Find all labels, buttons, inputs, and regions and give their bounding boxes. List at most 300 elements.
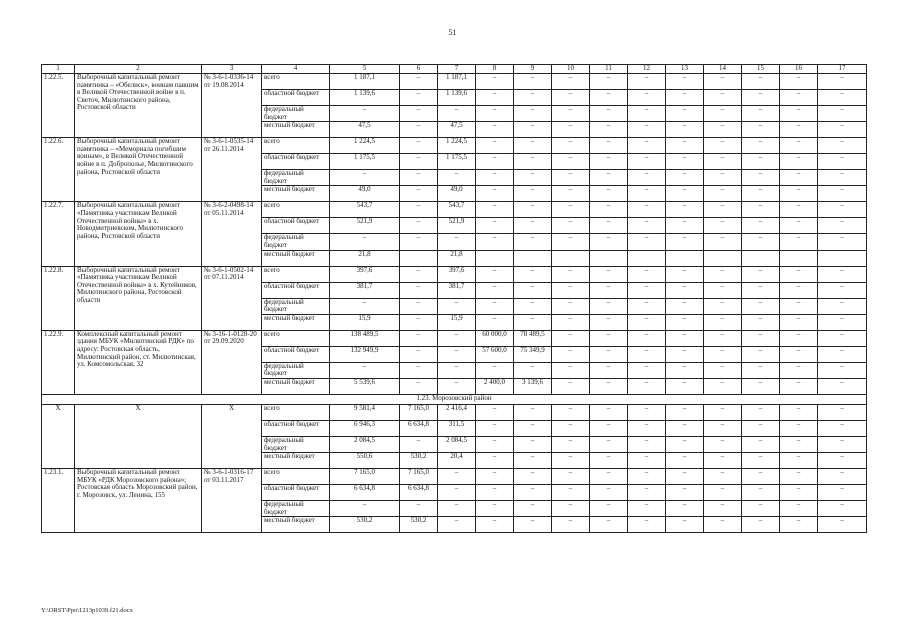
- budget-label: областной бюджет: [262, 282, 330, 298]
- value-cell: –: [628, 74, 666, 90]
- value-cell: –: [628, 314, 666, 330]
- value-cell: –: [438, 234, 476, 250]
- value-cell: –: [552, 90, 590, 106]
- value-cell: –: [552, 469, 590, 485]
- value-cell: –: [400, 154, 438, 170]
- value-cell: –: [552, 346, 590, 362]
- value-cell: –: [818, 485, 867, 501]
- value-cell: –: [742, 282, 780, 298]
- value-cell: –: [818, 282, 867, 298]
- value-cell: [514, 250, 552, 266]
- value-cell: –: [552, 234, 590, 250]
- value-cell: –: [666, 378, 704, 394]
- budget-label: федеральный бюджет: [262, 501, 330, 517]
- value-cell: –: [742, 404, 780, 420]
- value-cell: –: [742, 330, 780, 346]
- value-cell: –: [666, 453, 704, 469]
- value-cell: –: [666, 469, 704, 485]
- budget-label: областной бюджет: [262, 420, 330, 436]
- budget-label: всего: [262, 330, 330, 346]
- value-cell: –: [590, 420, 628, 436]
- value-cell: –: [628, 90, 666, 106]
- value-cell: –: [438, 170, 476, 186]
- value-cell: –: [514, 314, 552, 330]
- value-cell: –: [476, 436, 514, 452]
- value-cell: –: [514, 266, 552, 282]
- value-cell: –: [552, 420, 590, 436]
- value-cell: –: [476, 298, 514, 314]
- value-cell: 530,2: [400, 453, 438, 469]
- value-cell: –: [400, 90, 438, 106]
- value-cell: –: [552, 138, 590, 154]
- value-cell: –: [438, 330, 476, 346]
- value-cell: –: [514, 218, 552, 234]
- value-cell: –: [590, 517, 628, 533]
- value-cell: –: [742, 469, 780, 485]
- value-cell: 1 175,5: [438, 154, 476, 170]
- value-cell: 381,7: [438, 282, 476, 298]
- value-cell: –: [628, 154, 666, 170]
- item-document: № 3-6-1-0502-14 от 07.11.2014: [202, 266, 262, 330]
- value-cell: –: [780, 170, 818, 186]
- value-cell: –: [590, 485, 628, 501]
- budget-label: всего: [262, 202, 330, 218]
- value-cell: –: [704, 404, 742, 420]
- value-cell: –: [400, 330, 438, 346]
- value-cell: –: [476, 74, 514, 90]
- value-cell: –: [666, 420, 704, 436]
- value-cell: –: [514, 362, 552, 378]
- value-cell: –: [514, 436, 552, 452]
- value-cell: –: [628, 501, 666, 517]
- value-cell: –: [818, 106, 867, 122]
- value-cell: –: [628, 298, 666, 314]
- value-cell: –: [590, 234, 628, 250]
- value-cell: –: [704, 436, 742, 452]
- budget-label: областной бюджет: [262, 90, 330, 106]
- value-cell: –: [552, 218, 590, 234]
- budget-label: местный бюджет: [262, 453, 330, 469]
- item-number: 1.23.1.: [42, 469, 75, 533]
- value-cell: –: [818, 346, 867, 362]
- page-number: 51: [448, 28, 457, 37]
- value-cell: 6 634,8: [400, 485, 438, 501]
- budget-label: всего: [262, 404, 330, 420]
- value-cell: –: [438, 346, 476, 362]
- value-cell: –: [666, 501, 704, 517]
- column-number: 13: [666, 65, 704, 74]
- value-cell: –: [400, 202, 438, 218]
- value-cell: 21,8: [330, 250, 400, 266]
- value-cell: –: [476, 314, 514, 330]
- value-cell: –: [476, 404, 514, 420]
- value-cell: –: [704, 202, 742, 218]
- value-cell: –: [552, 170, 590, 186]
- value-cell: –: [400, 218, 438, 234]
- value-cell: –: [330, 362, 400, 378]
- value-cell: –: [476, 362, 514, 378]
- item-number: 1.22.5.: [42, 74, 75, 138]
- value-cell: [590, 250, 628, 266]
- value-cell: –: [666, 346, 704, 362]
- value-cell: –: [590, 154, 628, 170]
- value-cell: –: [780, 154, 818, 170]
- value-cell: –: [514, 186, 552, 202]
- value-cell: –: [666, 436, 704, 452]
- value-cell: –: [400, 362, 438, 378]
- value-cell: 397,6: [438, 266, 476, 282]
- budget-table: [41, 64, 867, 533]
- value-cell: –: [476, 485, 514, 501]
- value-cell: –: [628, 122, 666, 138]
- value-cell: –: [552, 202, 590, 218]
- value-cell: –: [818, 138, 867, 154]
- value-cell: –: [330, 501, 400, 517]
- value-cell: 15,9: [438, 314, 476, 330]
- value-cell: –: [476, 170, 514, 186]
- value-cell: –: [666, 517, 704, 533]
- value-cell: –: [476, 202, 514, 218]
- value-cell: –: [628, 362, 666, 378]
- budget-label: местный бюджет: [262, 186, 330, 202]
- value-cell: 530,2: [400, 517, 438, 533]
- value-cell: –: [704, 517, 742, 533]
- value-cell: –: [780, 378, 818, 394]
- value-cell: –: [590, 314, 628, 330]
- budget-label: областной бюджет: [262, 218, 330, 234]
- value-cell: –: [552, 501, 590, 517]
- value-cell: –: [476, 234, 514, 250]
- value-cell: –: [400, 378, 438, 394]
- value-cell: –: [742, 122, 780, 138]
- value-cell: 60 000,0: [476, 330, 514, 346]
- value-cell: –: [590, 362, 628, 378]
- value-cell: –: [780, 90, 818, 106]
- value-cell: –: [780, 404, 818, 420]
- value-cell: –: [476, 469, 514, 485]
- value-cell: –: [628, 346, 666, 362]
- value-cell: 5 539,6: [330, 378, 400, 394]
- value-cell: –: [400, 106, 438, 122]
- value-cell: –: [590, 298, 628, 314]
- value-cell: –: [628, 469, 666, 485]
- value-cell: –: [704, 420, 742, 436]
- value-cell: –: [628, 282, 666, 298]
- value-cell: –: [514, 234, 552, 250]
- value-cell: [400, 250, 438, 266]
- value-cell: –: [666, 330, 704, 346]
- value-cell: –: [704, 122, 742, 138]
- value-cell: –: [330, 298, 400, 314]
- value-cell: –: [590, 330, 628, 346]
- value-cell: –: [552, 517, 590, 533]
- value-cell: –: [666, 404, 704, 420]
- column-number: 9: [514, 65, 552, 74]
- value-cell: –: [704, 378, 742, 394]
- value-cell: –: [400, 298, 438, 314]
- value-cell: –: [666, 362, 704, 378]
- value-cell: [476, 250, 514, 266]
- item-document: № 3-6-2-0498-14 от 05.11.2014: [202, 202, 262, 266]
- value-cell: –: [590, 170, 628, 186]
- value-cell: –: [400, 234, 438, 250]
- value-cell: –: [704, 453, 742, 469]
- value-cell: –: [780, 485, 818, 501]
- value-cell: –: [780, 453, 818, 469]
- value-cell: –: [330, 170, 400, 186]
- value-cell: –: [514, 501, 552, 517]
- value-cell: –: [818, 378, 867, 394]
- column-number: 7: [438, 65, 476, 74]
- value-cell: –: [514, 202, 552, 218]
- value-cell: –: [552, 404, 590, 420]
- value-cell: –: [552, 485, 590, 501]
- value-cell: –: [780, 501, 818, 517]
- value-cell: –: [552, 330, 590, 346]
- table-row: [42, 202, 867, 218]
- value-cell: –: [742, 154, 780, 170]
- value-cell: 1 175,5: [330, 154, 400, 170]
- value-cell: –: [514, 420, 552, 436]
- value-cell: –: [400, 346, 438, 362]
- value-cell: –: [780, 436, 818, 452]
- value-cell: –: [704, 74, 742, 90]
- value-cell: 7 165,0: [400, 469, 438, 485]
- value-cell: –: [818, 298, 867, 314]
- value-cell: –: [818, 218, 867, 234]
- value-cell: –: [780, 234, 818, 250]
- value-cell: –: [704, 234, 742, 250]
- value-cell: –: [590, 378, 628, 394]
- value-cell: 1 187,1: [330, 74, 400, 90]
- budget-label: федеральный бюджет: [262, 234, 330, 250]
- value-cell: –: [704, 469, 742, 485]
- value-cell: –: [742, 170, 780, 186]
- value-cell: –: [400, 282, 438, 298]
- value-cell: –: [628, 330, 666, 346]
- item-document: № 3-6-1-0535-14 от 26.11.2014: [202, 138, 262, 202]
- value-cell: –: [704, 186, 742, 202]
- value-cell: –: [476, 106, 514, 122]
- item-number: 1.22.8.: [42, 266, 75, 330]
- value-cell: –: [552, 122, 590, 138]
- value-cell: 2 084,5: [330, 436, 400, 452]
- value-cell: –: [742, 346, 780, 362]
- value-cell: –: [590, 469, 628, 485]
- value-cell: –: [780, 298, 818, 314]
- column-number: 6: [400, 65, 438, 74]
- table-body: [42, 65, 867, 533]
- value-cell: –: [514, 90, 552, 106]
- value-cell: 1 224,5: [330, 138, 400, 154]
- column-number: 8: [476, 65, 514, 74]
- item-name: Выборочный капитальный ремонт «Памятника участникам Великой Отечественной войны» в х. Кутейников, Милютинского района, Ростовской области: [75, 266, 202, 330]
- value-cell: –: [704, 106, 742, 122]
- value-cell: –: [742, 138, 780, 154]
- value-cell: –: [400, 266, 438, 282]
- value-cell: 132 949,9: [330, 346, 400, 362]
- value-cell: –: [476, 122, 514, 138]
- value-cell: –: [780, 122, 818, 138]
- budget-label: федеральный бюджет: [262, 106, 330, 122]
- column-number: 17: [818, 65, 867, 74]
- value-cell: –: [818, 330, 867, 346]
- value-cell: 47,5: [438, 122, 476, 138]
- value-cell: –: [704, 314, 742, 330]
- value-cell: 49,0: [330, 186, 400, 202]
- column-number: 15: [742, 65, 780, 74]
- value-cell: 6 946,3: [330, 420, 400, 436]
- value-cell: 543,7: [438, 202, 476, 218]
- value-cell: –: [666, 234, 704, 250]
- value-cell: –: [514, 282, 552, 298]
- budget-label: федеральный бюджет: [262, 362, 330, 378]
- value-cell: 397,6: [330, 266, 400, 282]
- value-cell: –: [476, 218, 514, 234]
- value-cell: –: [742, 298, 780, 314]
- value-cell: 311,5: [438, 420, 476, 436]
- value-cell: –: [438, 501, 476, 517]
- value-cell: –: [552, 74, 590, 90]
- value-cell: 3 139,6: [514, 378, 552, 394]
- value-cell: 2 084,5: [438, 436, 476, 452]
- value-cell: –: [552, 186, 590, 202]
- value-cell: 1 139,6: [438, 90, 476, 106]
- value-cell: –: [628, 436, 666, 452]
- column-number: 1: [42, 65, 75, 74]
- value-cell: –: [666, 485, 704, 501]
- section-title: 1.23. Морозовский район: [42, 394, 867, 404]
- value-cell: –: [742, 378, 780, 394]
- value-cell: –: [590, 106, 628, 122]
- value-cell: 6 634,8: [330, 485, 400, 501]
- value-cell: –: [476, 501, 514, 517]
- value-cell: –: [780, 282, 818, 298]
- value-cell: –: [590, 404, 628, 420]
- value-cell: –: [330, 234, 400, 250]
- value-cell: –: [818, 74, 867, 90]
- value-cell: –: [742, 420, 780, 436]
- value-cell: –: [666, 202, 704, 218]
- value-cell: –: [780, 517, 818, 533]
- value-cell: 21,8: [438, 250, 476, 266]
- value-cell: –: [590, 202, 628, 218]
- value-cell: –: [818, 436, 867, 452]
- value-cell: –: [742, 314, 780, 330]
- value-cell: –: [780, 218, 818, 234]
- item-number: 1.22.9.: [42, 330, 75, 394]
- value-cell: –: [552, 453, 590, 469]
- item-number: 1.22.6.: [42, 138, 75, 202]
- value-cell: –: [818, 266, 867, 282]
- value-cell: –: [704, 282, 742, 298]
- value-cell: –: [400, 138, 438, 154]
- column-number: 16: [780, 65, 818, 74]
- item-name: Выборочный капитальный ремонт памятника – «Обелиск», воинам павшим в Великой Отечественной войне в п. Светоч, Милютинского района, Ростовской области: [75, 74, 202, 138]
- value-cell: –: [742, 202, 780, 218]
- value-cell: –: [780, 74, 818, 90]
- value-cell: –: [628, 485, 666, 501]
- value-cell: –: [742, 453, 780, 469]
- value-cell: 1 187,1: [438, 74, 476, 90]
- value-cell: –: [666, 266, 704, 282]
- value-cell: –: [666, 74, 704, 90]
- value-cell: –: [666, 186, 704, 202]
- value-cell: –: [704, 346, 742, 362]
- table-row: [42, 330, 867, 346]
- column-number: 5: [330, 65, 400, 74]
- budget-label: федеральный бюджет: [262, 170, 330, 186]
- value-cell: [552, 250, 590, 266]
- column-number: 3: [202, 65, 262, 74]
- value-cell: –: [818, 362, 867, 378]
- value-cell: –: [514, 138, 552, 154]
- value-cell: 7 165,0: [400, 404, 438, 420]
- value-cell: –: [704, 218, 742, 234]
- value-cell: –: [514, 170, 552, 186]
- value-cell: –: [628, 186, 666, 202]
- value-cell: –: [628, 266, 666, 282]
- value-cell: –: [742, 485, 780, 501]
- value-cell: 47,5: [330, 122, 400, 138]
- value-cell: 550,6: [330, 453, 400, 469]
- value-cell: –: [666, 282, 704, 298]
- value-cell: –: [438, 517, 476, 533]
- value-cell: –: [704, 485, 742, 501]
- value-cell: 1 224,5: [438, 138, 476, 154]
- value-cell: –: [780, 314, 818, 330]
- item-name: Выборочный капитальный ремонт МБУК «РДК Морозовского района»; Ростовская область Морозовский район, г. Морозовск, ул. Ленина, 155: [75, 469, 202, 533]
- column-number: 14: [704, 65, 742, 74]
- value-cell: –: [514, 154, 552, 170]
- value-cell: –: [400, 122, 438, 138]
- value-cell: –: [818, 501, 867, 517]
- value-cell: [742, 250, 780, 266]
- value-cell: –: [628, 420, 666, 436]
- value-cell: –: [400, 436, 438, 452]
- value-cell: –: [818, 453, 867, 469]
- section-row: [42, 394, 867, 404]
- table-row: [42, 138, 867, 154]
- value-cell: –: [780, 420, 818, 436]
- value-cell: –: [818, 517, 867, 533]
- value-cell: –: [704, 154, 742, 170]
- value-cell: –: [590, 74, 628, 90]
- value-cell: –: [552, 436, 590, 452]
- value-cell: –: [552, 106, 590, 122]
- value-cell: –: [818, 122, 867, 138]
- value-cell: –: [742, 266, 780, 282]
- value-cell: –: [438, 485, 476, 501]
- value-cell: –: [476, 517, 514, 533]
- value-cell: –: [400, 186, 438, 202]
- value-cell: –: [742, 186, 780, 202]
- value-cell: –: [818, 202, 867, 218]
- value-cell: –: [780, 106, 818, 122]
- value-cell: –: [780, 202, 818, 218]
- item-name: Выборочный капитальный ремонт «Памятника участникам Великой Отечественной войны» в х. Новодмитриевском, Милютинского района, Ростовской области: [75, 202, 202, 266]
- value-cell: –: [552, 314, 590, 330]
- column-number: 4: [262, 65, 330, 74]
- value-cell: –: [818, 234, 867, 250]
- value-cell: –: [818, 170, 867, 186]
- value-cell: –: [742, 218, 780, 234]
- value-cell: 57 600,0: [476, 346, 514, 362]
- value-cell: –: [628, 170, 666, 186]
- value-cell: 7 165,0: [330, 469, 400, 485]
- column-number: 2: [75, 65, 202, 74]
- item-name: Выборочный капитальный ремонт памятника – «Мемориала погибшим воинам», в Великой Отечественной войне в п. Доброполье, Милютинского района, Ростовской области: [75, 138, 202, 202]
